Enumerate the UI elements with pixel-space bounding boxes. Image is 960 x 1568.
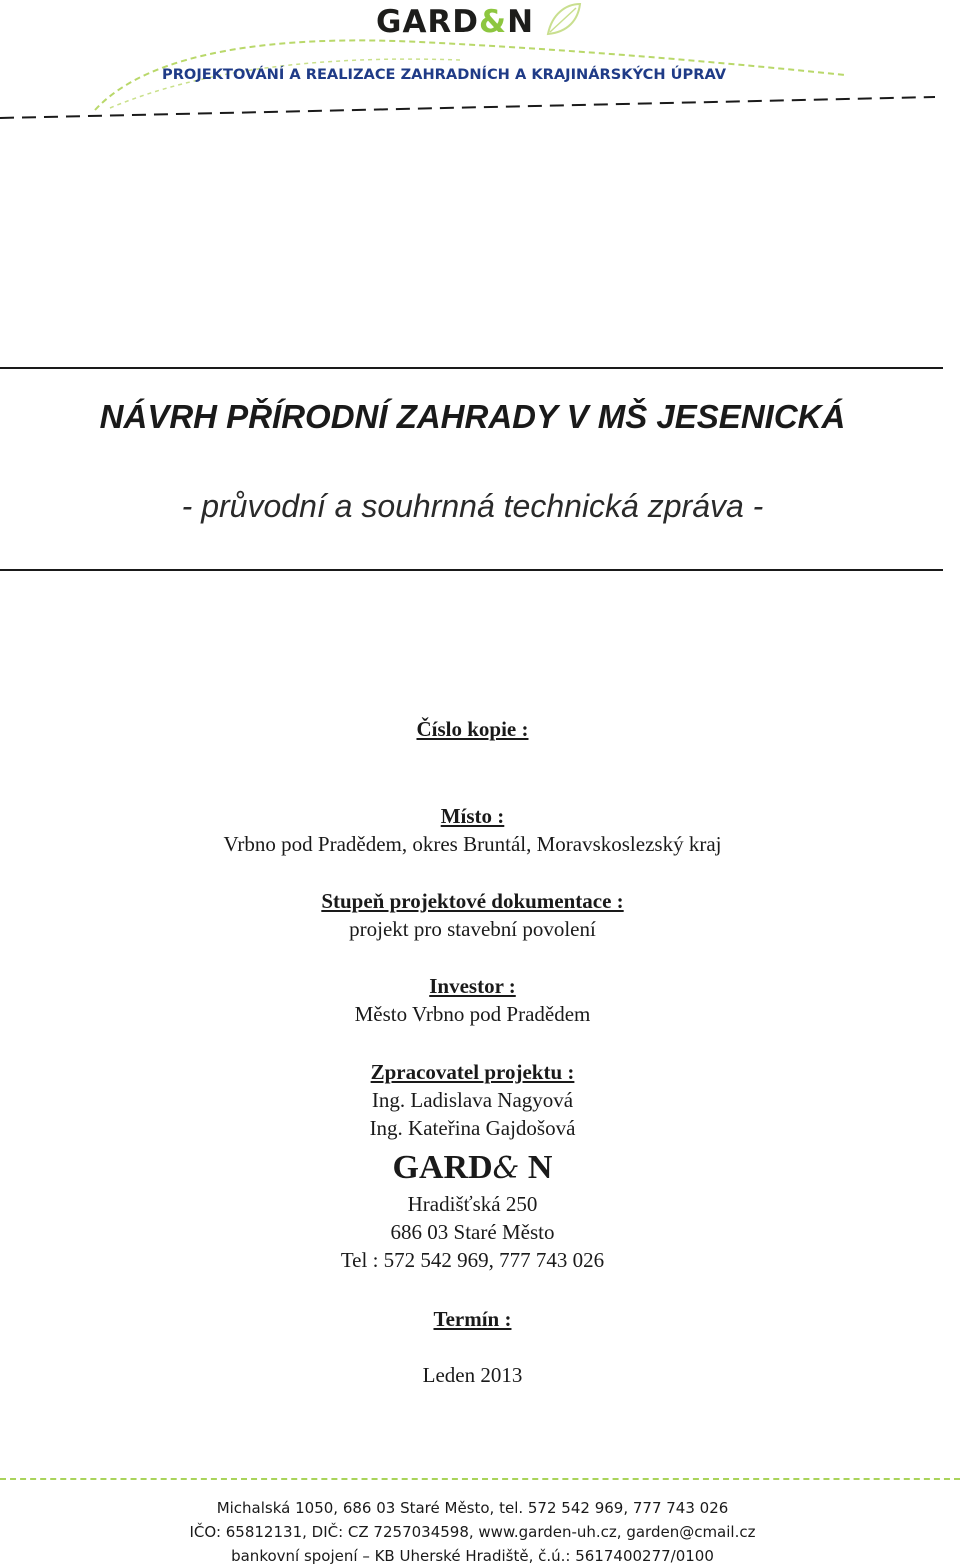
footer-address: Michalská 1050, 686 03 Staré Město, tel. 572 542 969, 777 743 026 bbox=[216, 1499, 729, 1517]
author-label: Zpracovatel projektu : bbox=[370, 1060, 575, 1084]
author-name-1: Ing. Ladislava Nagyová bbox=[371, 1088, 574, 1112]
stage-label: Stupeň projektové dokumentace : bbox=[321, 889, 624, 913]
document-title: NÁVRH PŘÍRODNÍ ZAHRADY V MŠ JESENICKÁ bbox=[99, 398, 846, 435]
company-city: 686 03 Staré Město bbox=[390, 1220, 555, 1244]
place-label: Místo : bbox=[440, 804, 505, 828]
copy-number-label: Číslo kopie : bbox=[416, 717, 529, 741]
company-street: Hradišťská 250 bbox=[407, 1192, 538, 1216]
company-ampersand: & bbox=[492, 1151, 520, 1186]
header-tagline: PROJEKTOVÁNÍ A REALIZACE ZAHRADNÍCH A KRAJINÁRSKÝCH ÚPRAV bbox=[162, 66, 727, 83]
document-subtitle: - průvodní a souhrnná technická zpráva - bbox=[181, 488, 764, 524]
logo-ampersand: & bbox=[479, 4, 508, 40]
divider-bottom bbox=[0, 569, 943, 571]
divider-top bbox=[0, 367, 943, 369]
footer bbox=[0, 1496, 945, 1568]
investor-value: Město Vrbno pod Pradědem bbox=[354, 1002, 591, 1026]
place-value: Vrbno pod Pradědem, okres Bruntál, Moravskoslezský kraj bbox=[223, 832, 722, 856]
investor-label: Investor : bbox=[429, 974, 516, 998]
footer-bank: bankovní spojení – KB Uherské Hradiště, č.ú.: 5617400277/0100 bbox=[231, 1547, 714, 1565]
leaf-icon bbox=[544, 0, 584, 40]
author-name-2: Ing. Kateřina Gajdošová bbox=[369, 1116, 576, 1140]
company-name: GARD& N bbox=[392, 1149, 553, 1186]
date-value: Leden 2013 bbox=[422, 1363, 523, 1387]
logo-text: GARD&N bbox=[376, 4, 535, 40]
footer-ids: IČO: 65812131, DIČ: CZ 7257034598, www.garden-uh.cz, garden@cmail.cz bbox=[189, 1523, 756, 1541]
company-logo bbox=[376, 2, 586, 42]
stage-value: projekt pro stavební povolení bbox=[349, 917, 596, 941]
company-phone: Tel : 572 542 969, 777 743 026 bbox=[340, 1248, 605, 1272]
dark-dashed-line bbox=[0, 97, 935, 118]
date-label: Termín : bbox=[433, 1307, 512, 1331]
footer-divider bbox=[0, 1478, 960, 1480]
